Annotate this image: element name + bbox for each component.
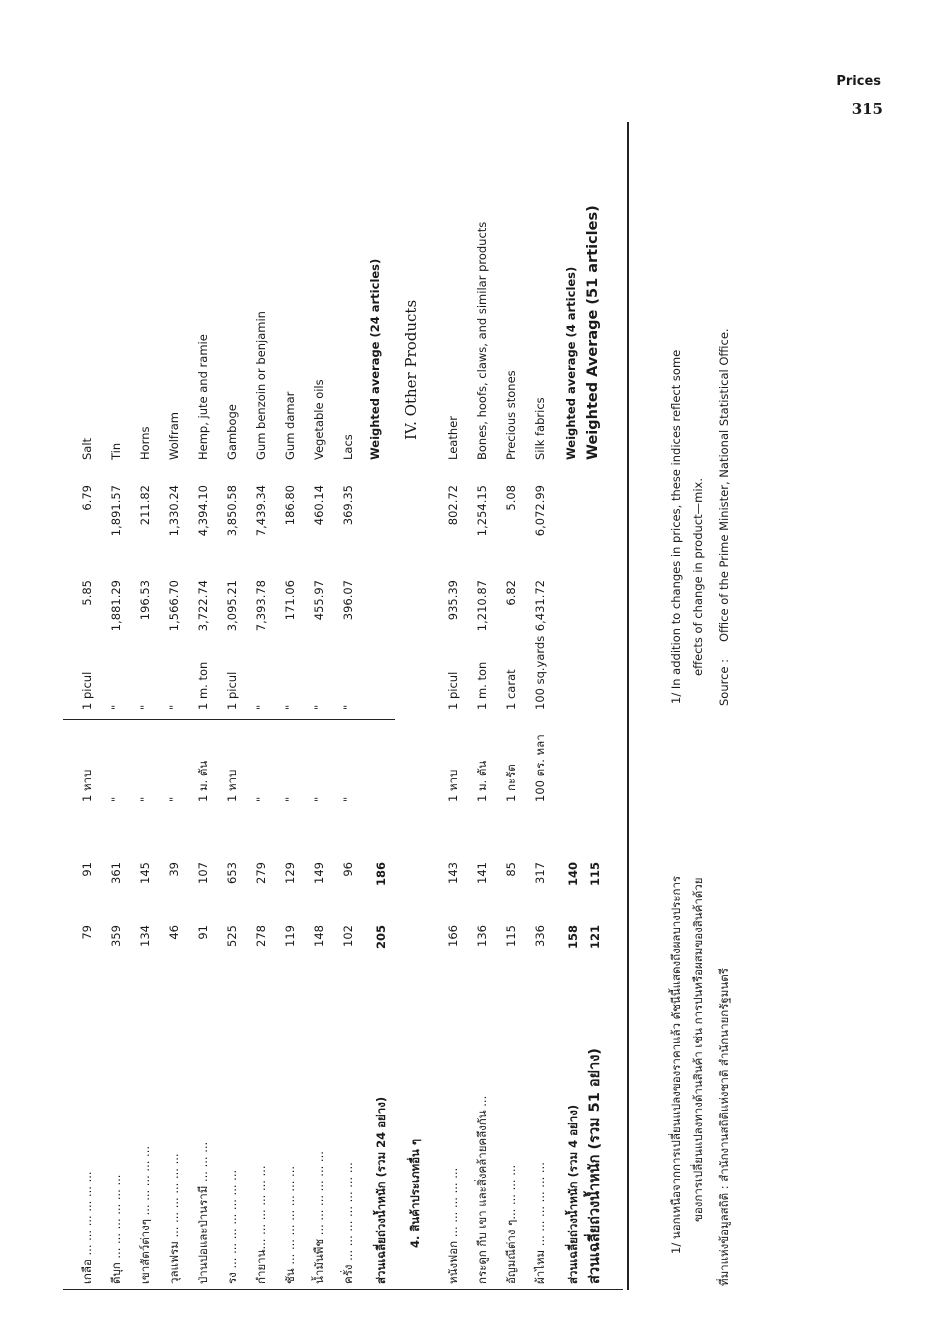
avg51-value-1: 121 (588, 925, 602, 950)
row-label-thai: วุลแฟรม ... ... ... ... ... ... (167, 1153, 181, 1284)
price-1: 935.39 (446, 580, 460, 621)
row-label-thai: น้ำมันพืช ... ... ... ... ... ... (312, 1151, 326, 1284)
row-label-en: Gamboge (225, 404, 239, 460)
index-value-2: 317 (533, 862, 547, 884)
price-1: 3,722.74 (196, 580, 210, 632)
avg4-en: Weighted average (4 articles) (564, 266, 578, 460)
table-left-rule (63, 1289, 623, 1290)
price-2: 3,850.58 (225, 485, 239, 537)
price-1: 5.85 (80, 580, 94, 606)
price-1: 455.97 (312, 580, 326, 621)
unit-thai: 1 หาบ (446, 769, 460, 802)
price-2: 1,891.57 (109, 485, 123, 537)
avg24-thai: ส่วนเฉลี่ยถ่วงน้ำหนัก (รวม 24 อย่าง) (374, 1096, 388, 1284)
price-1: 1,881.29 (109, 580, 123, 632)
price-2: 5.08 (504, 485, 518, 511)
footnotes (664, 120, 744, 1290)
row-label-thai: ผ้าไหม ... ... ... ... ... ... (533, 1162, 547, 1284)
row-label-en: Gum benzoin or benjamin (254, 311, 268, 460)
avg51-en: Weighted Average (51 articles) (585, 205, 601, 460)
price-2: 460.14 (312, 485, 326, 526)
index-value-1: 119 (283, 925, 297, 947)
row-label-en: Precious stones (504, 370, 518, 460)
index-value-2: 653 (225, 862, 239, 884)
row-label-en: Salt (80, 437, 94, 460)
index-value-2: 96 (341, 862, 355, 877)
page-number: 315 (851, 100, 883, 118)
unit-thai: " (312, 796, 326, 802)
price-2: 6,072.99 (533, 485, 547, 537)
unit-en: " (138, 704, 152, 710)
index-value-1: 79 (80, 925, 94, 940)
row-label-en: Leather (446, 416, 460, 460)
index-value-1: 148 (312, 925, 326, 947)
index-value-1: 115 (504, 925, 518, 947)
row-label-en: Lacs (341, 434, 355, 460)
source-en: Office of the Prime Minister, National Statistical Office. (717, 328, 731, 642)
index-value-1: 359 (109, 925, 123, 947)
unit-en: " (341, 704, 355, 710)
avg4-value-2: 140 (566, 862, 580, 887)
row-label-en: Hemp, jute and ramie (196, 334, 210, 460)
footnote-separator (627, 122, 629, 1290)
unit-thai: 1 ม. ตัน (475, 760, 489, 802)
price-1: 6,431.72 (533, 580, 547, 632)
unit-thai: " (341, 796, 355, 802)
source-label: Source : (717, 658, 731, 706)
index-value-2: 361 (109, 862, 123, 884)
footnote-thai-1: 1/ นอกเหนือจากการเปลี่ยนแปลงของราคาแล้ว ดัชนีนี้แสดงถึงผลบางประการ (669, 875, 683, 1254)
index-value-2: 129 (283, 862, 297, 884)
unit-en: " (312, 704, 326, 710)
row-label-en: Tin (109, 442, 123, 460)
avg4-thai: ส่วนเฉลี่ยถ่วงน้ำหนัก (รวม 4 อย่าง) (566, 1104, 580, 1284)
index-value-2: 141 (475, 862, 489, 884)
unit-en: " (167, 704, 181, 710)
avg24-en: Weighted average (24 articles) (368, 258, 382, 460)
unit-thai: " (138, 796, 152, 802)
unit-en: " (254, 704, 268, 710)
avg24-value-1: 205 (374, 925, 388, 950)
unit-en: 1 picul (80, 671, 94, 710)
price-2: 369.35 (341, 485, 355, 526)
index-value-1: 91 (196, 925, 210, 940)
index-value-2: 149 (312, 862, 326, 884)
footnote-en-1: 1/ In addition to changes in prices, these indices reflect some (669, 349, 683, 704)
unit-en: 1 carat (504, 669, 518, 710)
price-index-table (55, 120, 637, 1290)
avg24-value-2: 186 (374, 862, 388, 887)
index-value-1: 166 (446, 925, 460, 947)
price-2: 7,439.34 (254, 485, 268, 537)
index-value-2: 107 (196, 862, 210, 884)
unit-thai: 1 ม. ตัน (196, 760, 210, 802)
unit-thai: 1 หาบ (80, 769, 94, 802)
price-1: 1,566.70 (167, 580, 181, 632)
source-thai: ที่มาแห่งข้อมูลสถิติ : สำนักงานสถิติแห่งชาติ สำนักนายกรัฐมนตรี (717, 968, 731, 1286)
row-label-en: Silk fabrics (533, 397, 547, 460)
price-1: 196.53 (138, 580, 152, 621)
index-value-2: 85 (504, 862, 518, 877)
section-4-thai: 4. สินค้าประเภทอื่น ๆ (408, 1138, 422, 1248)
row-label-thai: ป่านปอและป่านรามี ... ... ... (196, 1141, 210, 1284)
row-label-thai: ดีบุก ... ... ... ... ... ... (109, 1174, 123, 1284)
row-label-thai: กระดูก กีบ เขา และสิ่งคล้ายคลึงกัน ... (475, 1095, 489, 1284)
row-label-en: Horns (138, 426, 152, 460)
price-1: 7,393.78 (254, 580, 268, 632)
price-1: 3,095.21 (225, 580, 239, 632)
price-2: 802.72 (446, 485, 460, 526)
unit-en: 100 sq.yards (533, 635, 547, 710)
row-label-thai: เขาสัตว์ต่างๆ ... ... ... ... ... (138, 1145, 152, 1284)
avg51-thai: ส่วนเฉลี่ยถ่วงน้ำหนัก (รวม 51 อย่าง) (587, 1048, 603, 1284)
index-value-1: 134 (138, 925, 152, 947)
price-1: 6.82 (504, 580, 518, 606)
unit-thai: " (283, 796, 297, 802)
unit-thai: " (254, 796, 268, 802)
index-value-2: 279 (254, 862, 268, 884)
price-1: 171.06 (283, 580, 297, 621)
row-label-thai: ชัน ... ... ... ... ... ... ... (283, 1165, 297, 1284)
price-2: 6.79 (80, 485, 94, 511)
index-value-1: 336 (533, 925, 547, 947)
price-1: 1,210.87 (475, 580, 489, 632)
row-label-thai: กำยาน... ... ... ... ... ... (254, 1165, 268, 1284)
avg51-value-2: 115 (588, 862, 602, 887)
unit-en: 1 m. ton (196, 661, 210, 710)
index-value-1: 278 (254, 925, 268, 947)
unit-en: 1 picul (446, 671, 460, 710)
price-1: 396.07 (341, 580, 355, 621)
unit-thai: " (109, 796, 123, 802)
unit-thai: 1 หาบ (225, 769, 239, 802)
price-2: 1,254.15 (475, 485, 489, 537)
index-value-2: 39 (167, 862, 181, 877)
unit-en: 1 picul (225, 671, 239, 710)
unit-thai: 1 กะรัต (504, 764, 518, 802)
row-label-en: Gum damar (283, 391, 297, 460)
index-value-1: 525 (225, 925, 239, 947)
row-label-en: Bones, hoofs, claws, and similar products (475, 221, 489, 460)
row-label-en: Wolfram (167, 412, 181, 460)
row-label-thai: หนังฟอก ... ... ... ... ... (446, 1167, 460, 1284)
avg4-value-1: 158 (566, 925, 580, 950)
unit-thai: " (167, 796, 181, 802)
row-label-thai: อัญมณีต่าง ๆ... ... ... ... (504, 1164, 518, 1284)
unit-thai: 100 ตร. หลา (533, 734, 547, 802)
section-4-en: IV. Other Products (402, 299, 420, 440)
index-value-1: 136 (475, 925, 489, 947)
row-label-thai: รง ... ... ... ... ... ... ... (225, 1169, 239, 1284)
row-label-thai: ครั่ง ... ... ... ... ... ... ... (341, 1162, 355, 1284)
row-label-en: Vegetable oils (312, 379, 326, 460)
row-label-thai: เกลือ ... ... ... ... ... ... (80, 1171, 94, 1284)
index-value-2: 91 (80, 862, 94, 877)
index-value-2: 145 (138, 862, 152, 884)
unit-en: " (109, 704, 123, 710)
price-2: 211.82 (138, 485, 152, 526)
price-2: 186.80 (283, 485, 297, 526)
unit-en: " (283, 704, 297, 710)
index-value-1: 46 (167, 925, 181, 940)
section-header: Prices (836, 74, 881, 89)
footnote-thai-2: ของการเปลี่ยนแปลงทางด้านสินค้า เช่น การปนหรือผสมของสินค้าด้วย (691, 877, 705, 1222)
index-value-2: 143 (446, 862, 460, 884)
price-2: 4,394.10 (196, 485, 210, 537)
price-2: 1,330.24 (167, 485, 181, 537)
unit-en: 1 m. ton (475, 661, 489, 710)
index-value-1: 102 (341, 925, 355, 947)
footnote-en-2: effects of change in product—mix. (691, 478, 705, 676)
